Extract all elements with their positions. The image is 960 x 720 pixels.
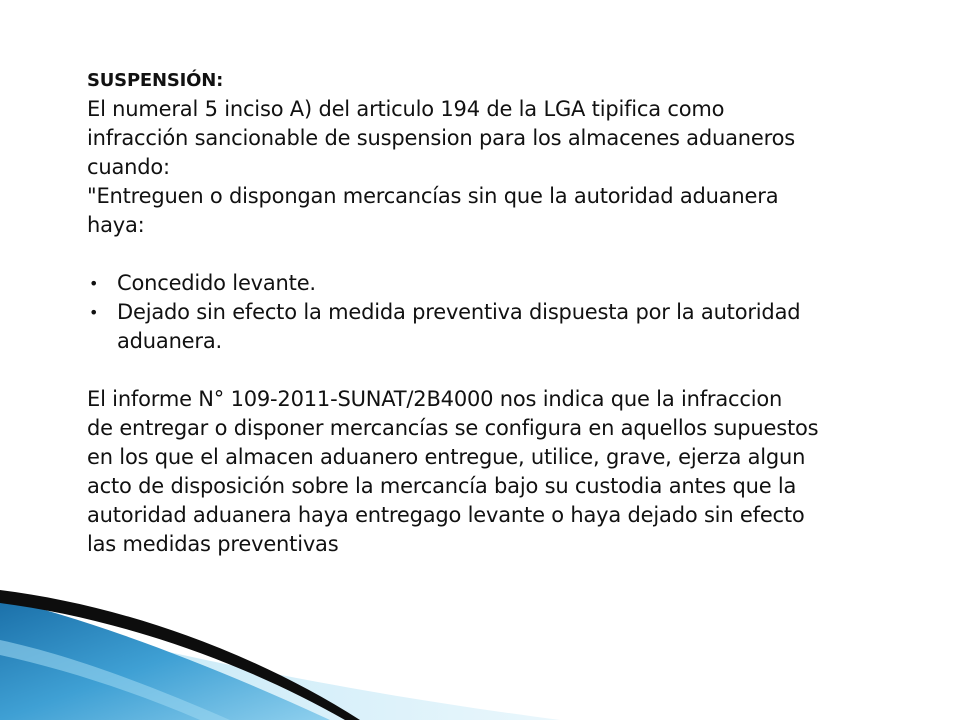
bullet-icon: •	[89, 303, 99, 322]
spacer	[87, 356, 917, 385]
bullet-list	[87, 269, 917, 356]
intro-line: infracción sancionable de suspension para los almacenes aduaneros	[87, 126, 795, 150]
intro-line: El numeral 5 inciso A) del articulo 194 de la LGA tipifica como	[87, 97, 725, 121]
report-line: El informe N° 109-2011-SUNAT/2B4000 nos indica que la infraccion	[87, 387, 783, 411]
spacer	[87, 240, 917, 269]
report-line: autoridad aduanera haya entregago levante o haya dejado sin efecto	[87, 503, 805, 527]
intro-line: cuando:	[87, 155, 170, 179]
bullet-text: aduanera.	[117, 329, 222, 353]
report-line: acto de disposición sobre la mercancía bajo su custodia antes que la	[87, 474, 797, 498]
intro-line: haya:	[87, 213, 145, 237]
report-line: en los que el almacen aduanero entregue, utilice, grave, ejerza algun	[87, 445, 806, 469]
list-item	[87, 298, 917, 356]
slide-text	[87, 66, 917, 559]
report-line: las medidas preventivas	[87, 532, 339, 556]
bullet-text: Dejado sin efecto la medida preventiva dispuesta por la autoridad	[117, 300, 801, 324]
bullet-text: Concedido levante.	[117, 271, 316, 295]
slide-title: SUSPENSIÓN:	[87, 70, 224, 91]
intro-paragraph	[87, 95, 917, 240]
bullet-icon: •	[89, 274, 99, 293]
list-item	[87, 269, 917, 298]
report-line: de entregar o disponer mercancías se configura en aquellos supuestos	[87, 416, 819, 440]
intro-line: "Entreguen o dispongan mercancías sin que la autoridad aduanera	[87, 184, 779, 208]
report-paragraph	[87, 385, 917, 559]
